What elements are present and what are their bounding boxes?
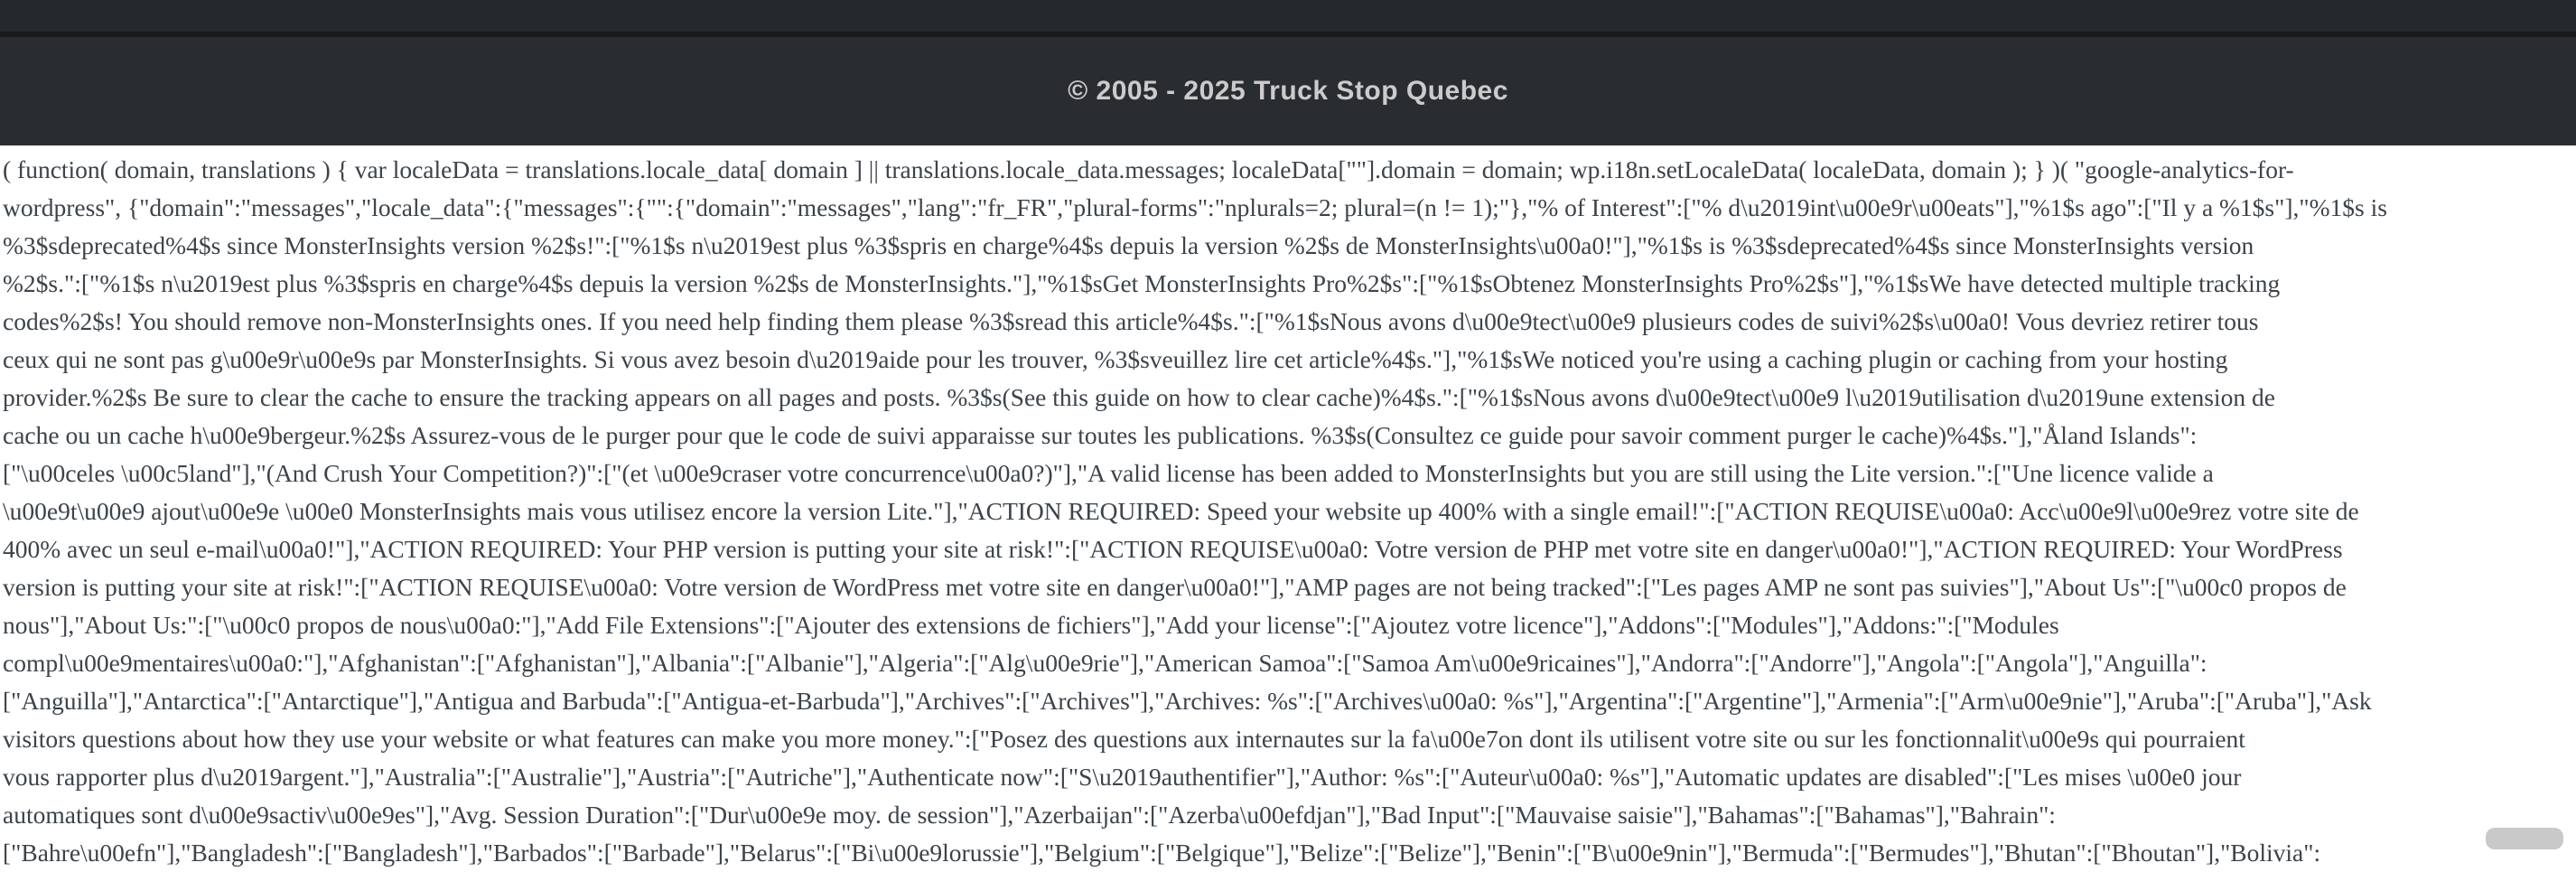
script-line: visitors questions about how they use your website or what features can make you more money.":["Posez des questions aux internautes sur la fa\u00e7on dont ils utilisent votre site ou sur les fonctionnalit\u00e9s qui pourraient <box>3 725 2245 753</box>
script-line: ["Bahre\u00efn"],"Bangladesh":["Bangladesh"],"Barbados":["Barbade"],"Belarus":["Bi\u00e9lorussie"],"Belgium":["Belgique"],"Belize":["Belize"],"Benin":["B\u00e9nin"],"Bermuda":["Bermudes"],"Bhutan":["Bhoutan"],"Bolivia": <box>3 839 2321 867</box>
script-line: ( function( domain, translations ) { var localeData = translations.locale_data[ domain ] || translations.locale_data.messages; localeData[""].domain = domain; wp.i18n.setLocaleData( localeData, domain ); } )( "google-analytics-for- <box>3 155 2294 183</box>
top-bar <box>0 0 2576 32</box>
script-line: ["\u00celes \u00c5land"],"(And Crush Your Competition?)":["(et \u00e9craser votre concurrence\u00a0?)"],"A valid license has been added to MonsterInsights but you are still using the Lite version.":["Une licence valide a <box>3 459 2214 487</box>
script-line: automatiques sont d\u00e9sactiv\u00e9es"],"Avg. Session Duration":["Dur\u00e9e moy. de session"],"Azerbaijan":["Azerba\u00efdjan"],"Bad Input":["Mauvaise saisie"],"Bahamas":["Bahamas"],"Bahrain": <box>3 801 2056 829</box>
script-line: cache ou un cache h\u00e9bergeur.%2$s Assurez-vous de le purger pour que le code de suivi apparaisse sur toutes les publications. %3$s(Consultez ce guide pour savoir comment purger le cache)%4$s."],"Åland Islands": <box>3 421 2198 449</box>
footer-band <box>0 37 2576 145</box>
script-line: vous rapporter plus d\u2019argent."],"Australia":["Australie"],"Austria":["Autriche"],"Authenticate now":["S\u2019authentifier"],"Author: %s":["Auteur\u00a0: %s"],"Automatic updates are disabled":["Les mises \u00e0 jour <box>3 763 2242 791</box>
script-line: %2$s.":["%1$s n\u2019est plus %3$spris en charge%4$s depuis la version %2$s de MonsterInsights."],"%1$sGet MonsterInsights Pro%2$s":["%1$sObtenez MonsterInsights Pro%2$s"],"%1$sWe have detected multiple tracking <box>3 269 2281 297</box>
script-line: \u00e9t\u00e9 ajout\u00e9e \u00e0 MonsterInsights mais vous utilisez encore la version Lite."],"ACTION REQUIRED: Speed your website up 400% with a single email!":["ACTION REQUISE\u00a0: Acc\u00e9l\u00e9rez votre site de <box>3 497 2359 525</box>
copyright-text: © 2005 - 2025 Truck Stop Quebec <box>1068 76 1508 106</box>
script-line: nous"],"About Us:":["\u00c0 propos de nous\u00a0:"],"Add File Extensions":["Ajouter des extensions de fichiers"],"Add your license":["Ajoutez votre licence"],"Addons":["Modules"],"Addons:":["Modules <box>3 611 2059 639</box>
script-line: provider.%2$s Be sure to clear the cache to ensure the tracking appears on all pages and posts. %3$s(See this guide on how to clear cache)%4$s.":["%1$sNous avons d\u00e9tect\u00e9 l\u2019utilisation d\u2019une extension de <box>3 383 2275 411</box>
script-text-dump <box>0 145 2576 872</box>
script-line: version is putting your site at risk!":["ACTION REQUISE\u00a0: Votre version de WordPress met votre site en danger\u00a0!"],"AMP pages are not being tracked":["Les pages AMP ne sont pas suivies"],"About Us":["\u00c0 propos de <box>3 573 2347 601</box>
script-line: %3$sdeprecated%4$s since MonsterInsights version %2$s!":["%1$s n\u2019est plus %3$spris en charge%4$s depuis la version %2$s de MonsterInsights\u00a0!"],"%1$s is %3$sdeprecated%4$s since MonsterInsights version <box>3 231 2254 259</box>
scrollbar-thumb[interactable] <box>2486 828 2563 849</box>
script-line: ceux qui ne sont pas g\u00e9r\u00e9s par MonsterInsights. Si vous avez besoin d\u2019aide pour les trouver, %3$sveuillez lire cet article%4$s."],"%1$sWe noticed you're using a caching plugin or caching from your hosting <box>3 345 2228 373</box>
script-line: ["Anguilla"],"Antarctica":["Antarctique"],"Antigua and Barbuda":["Antigua-et-Barbuda"],"Archives":["Archives"],"Archives: %s":["Archives\u00a0: %s"],"Argentina":["Argentine"],"Armenia":["Arm\u00e9nie"],"Aruba":["Aruba"],"Ask <box>3 687 2372 715</box>
script-line: codes%2$s! You should remove non-MonsterInsights ones. If you need help finding them please %3$sread this article%4$s.":["%1$sNous avons d\u00e9tect\u00e9 plusieurs codes de suivi%2$s\u00a0! Vous devriez retirer tous <box>3 307 2259 335</box>
script-line: compl\u00e9mentaires\u00a0:"],"Afghanistan":["Afghanistan"],"Albania":["Albanie"],"Algeria":["Alg\u00e9rie"],"American Samoa":["Samoa Am\u00e9ricaines"],"Andorra":["Andorre"],"Angola":["Angola"],"Anguilla": <box>3 649 2207 677</box>
script-line: wordpress", {"domain":"messages","locale_data":{"messages":{"":{"domain":"messages","lang":"fr_FR","plural-forms":"nplurals=2; plural=(n != 1);"},"% of Interest":["% d\u2019int\u00e9r\u00eats"],"%1$s ago":["Il y a %1$s"],"%1$s is <box>3 193 2387 221</box>
site-footer <box>0 0 2576 145</box>
script-line: 400% avec un seul e-mail\u00a0!"],"ACTION REQUIRED: Your PHP version is putting your site at risk!":["ACTION REQUISE\u00a0: Votre version de PHP met votre site en danger\u00a0!"],"ACTION REQUIRED: Your WordPress <box>3 535 2343 563</box>
